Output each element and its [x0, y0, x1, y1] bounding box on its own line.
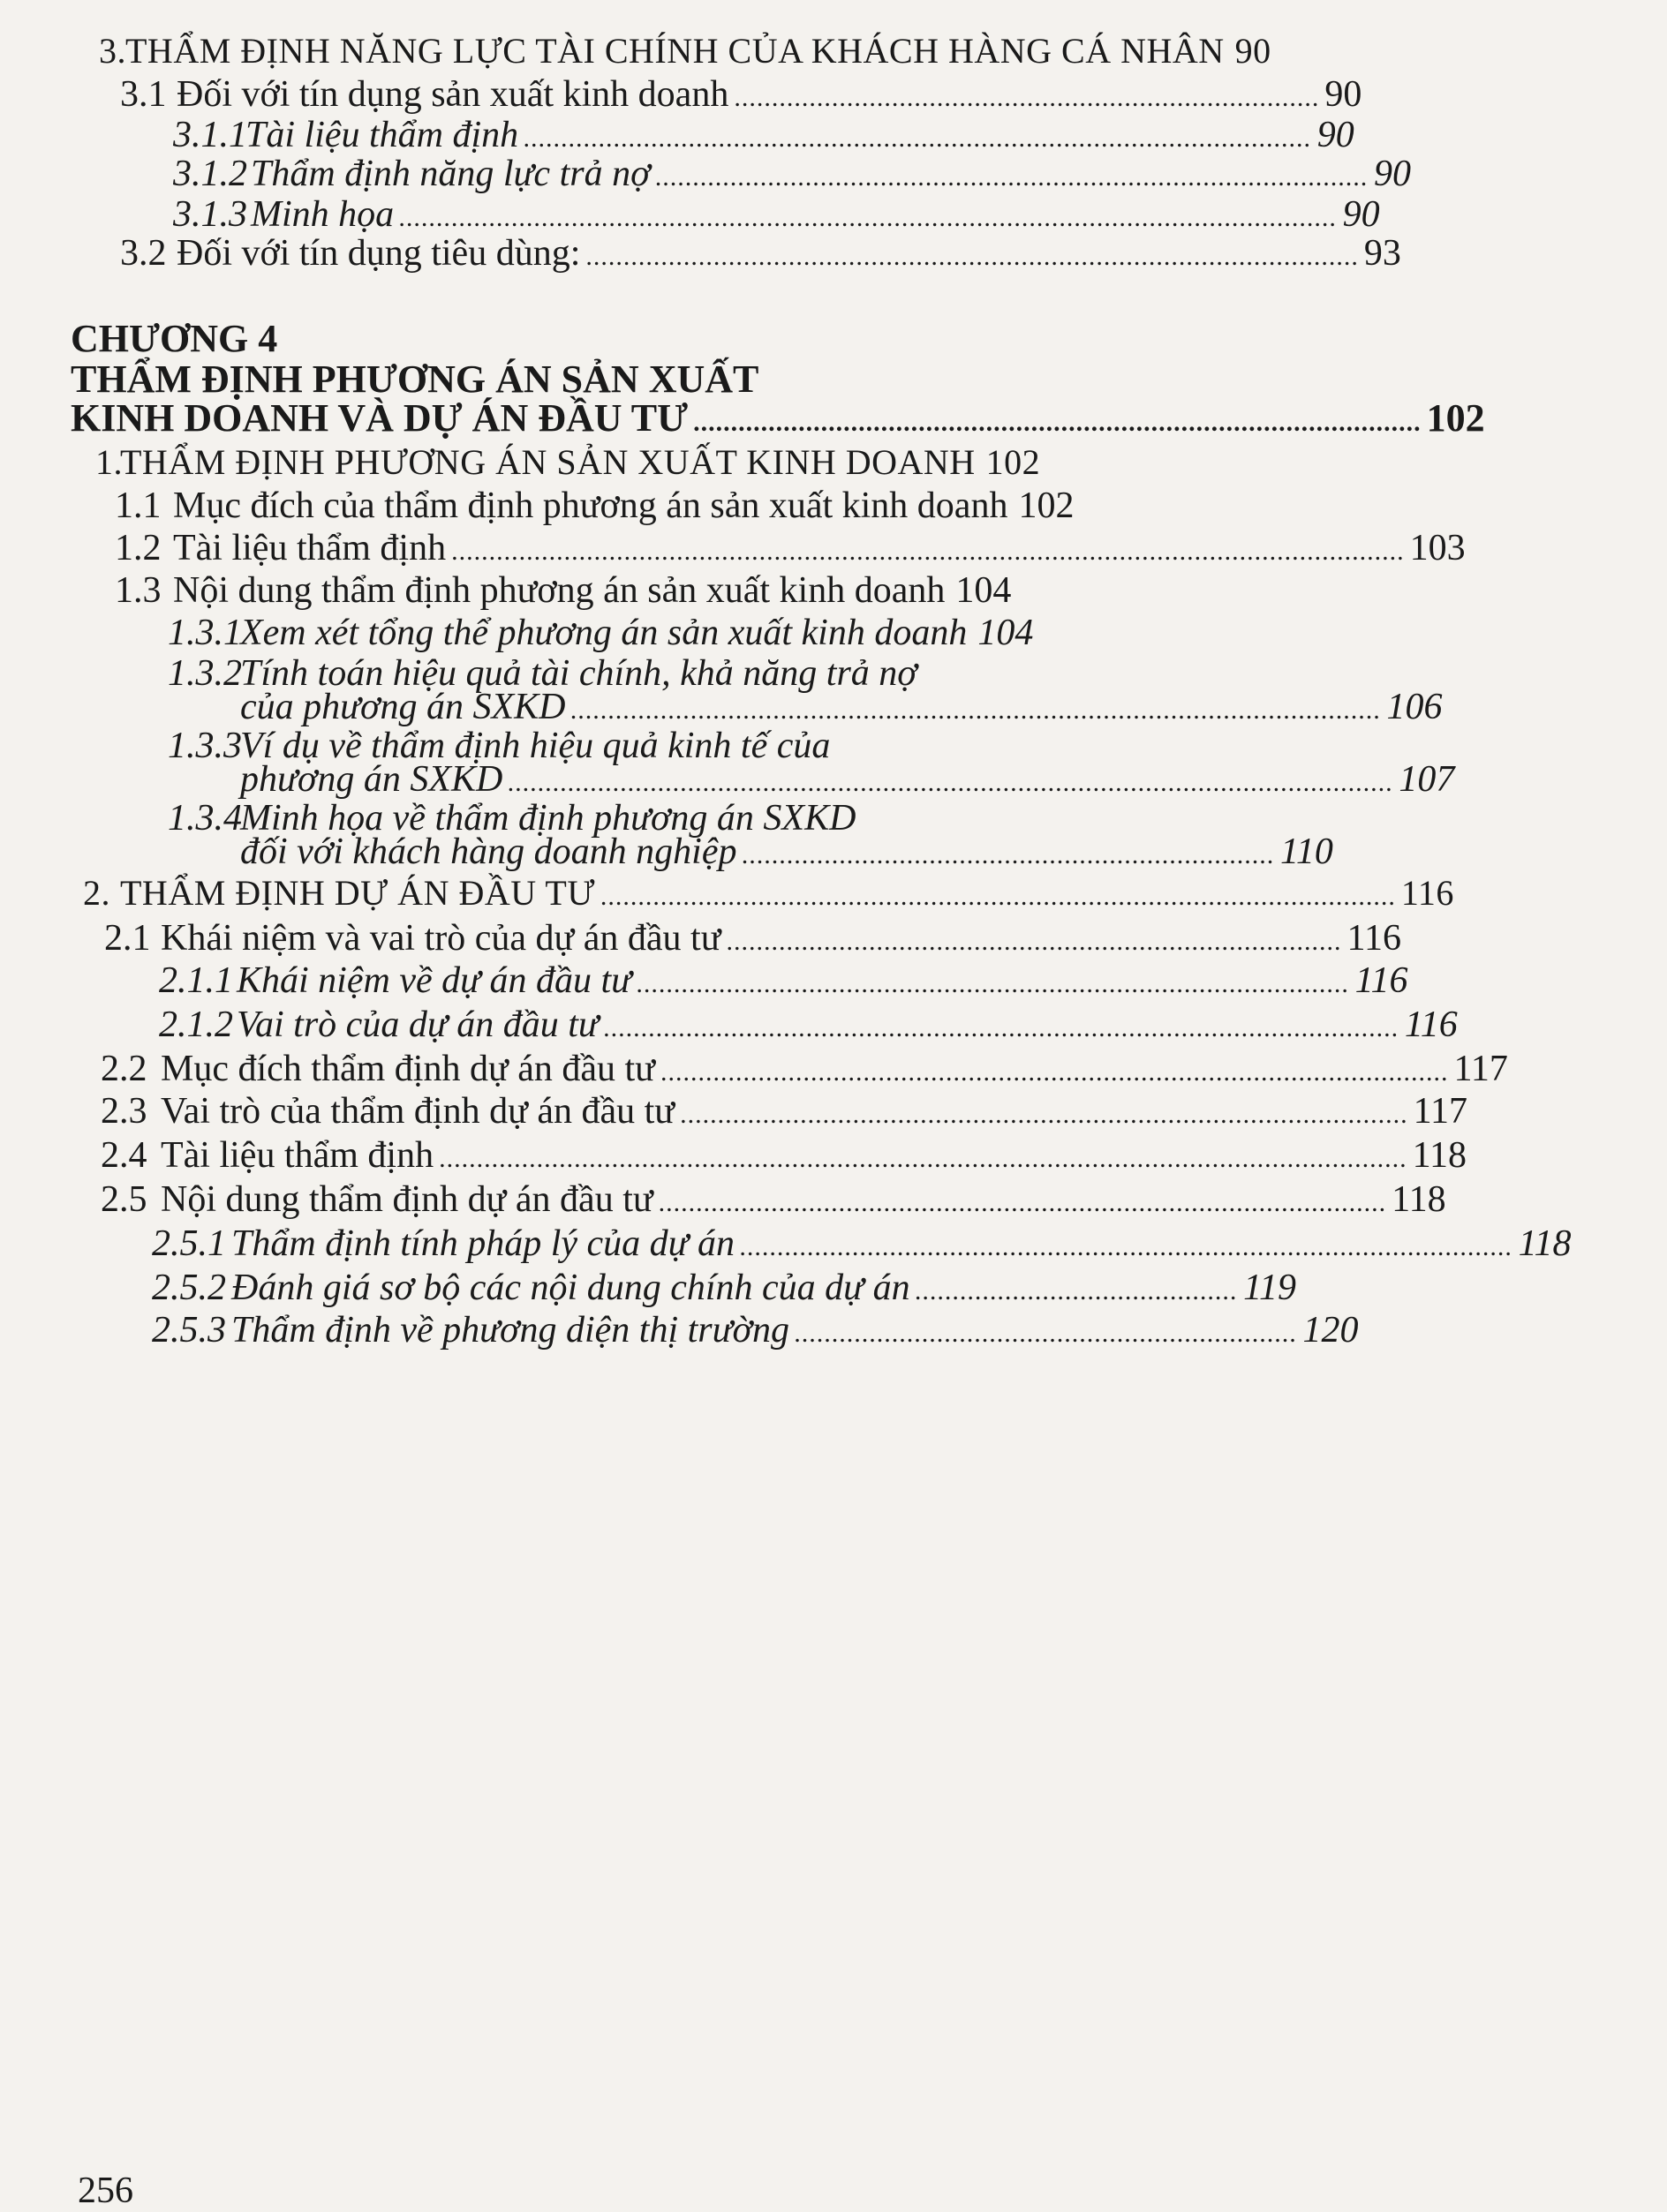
- toc-title: Khái niệm về dự án đầu tư: [237, 960, 632, 1001]
- toc-leader: .............................................................................................................................: [399, 203, 1338, 232]
- toc-number: 2.1.2: [159, 1004, 233, 1045]
- toc-page-number: 90: [1342, 194, 1380, 235]
- toc-title: Vai trò của thẩm định dự án đầu tư: [161, 1091, 675, 1132]
- toc-title: Đối với tín dụng sản xuất kinh doanh: [177, 74, 729, 115]
- toc-page-number: 102: [1018, 485, 1075, 526]
- toc-entry[interactable]: [173, 194, 1380, 235]
- toc-title: Đối với tín dụng tiêu dùng:: [177, 233, 581, 274]
- toc-entry[interactable]: [120, 233, 1401, 274]
- toc-title: Thẩm định năng lực trả nợ: [251, 154, 651, 194]
- toc-leader: ......................................................................................................................: [508, 768, 1394, 797]
- toc-title: Ví dụ về thẩm định hiệu quả kinh tế của: [240, 726, 831, 766]
- toc-title: Minh họa: [251, 194, 395, 235]
- toc-title: Tài liệu thẩm định: [245, 115, 519, 155]
- toc-entry[interactable]: [120, 74, 1362, 115]
- toc-number: 2.3: [101, 1091, 147, 1132]
- toc-entry[interactable]: [115, 485, 1075, 526]
- toc-number: 1.3.3: [168, 726, 242, 766]
- toc-leader: ..............................................................................: [734, 83, 1320, 112]
- toc-title: của phương án SXKD: [240, 687, 566, 727]
- toc-page-number: 106: [1386, 687, 1443, 727]
- toc-title: Khái niệm và vai trò của dự án đầu tư: [161, 918, 721, 959]
- toc-number: 2.5: [101, 1179, 147, 1220]
- toc-page-number: 117: [1413, 1091, 1468, 1132]
- toc-title: THẨM ĐỊNH NĂNG LỰC TÀI CHÍNH CỦA KHÁCH HÀNG CÁ NHÂN: [125, 31, 1225, 71]
- toc-entry[interactable]: [152, 1223, 1572, 1264]
- toc-leader: ..........................................................................................................: [600, 882, 1396, 911]
- toc-entry[interactable]: [104, 918, 1401, 959]
- toc-title: Tài liệu thẩm định: [173, 528, 447, 568]
- toc-leader: .......................................................................: [742, 840, 1275, 869]
- toc-number: 3.1: [120, 74, 167, 115]
- toc-title: Mục đích thẩm định dự án đầu tư: [161, 1049, 655, 1089]
- toc-page-number: 120: [1302, 1310, 1359, 1351]
- toc-number: 3.1.3: [173, 194, 247, 235]
- toc-number: 1.3: [115, 570, 162, 611]
- toc-page-number: 107: [1399, 759, 1455, 800]
- toc-number: 2.5.1: [152, 1223, 226, 1264]
- toc-number: 2.5.2: [152, 1268, 226, 1308]
- toc-leader: ..................................................................................: [726, 927, 1342, 956]
- toc-leader: ...........................................: [915, 1276, 1239, 1305]
- toc-page-number: 90: [1316, 115, 1354, 155]
- toc-number: 1.3.1: [168, 613, 242, 653]
- toc-leader: .........................................................................................................: [660, 1057, 1449, 1087]
- toc-page-number: 118: [1392, 1179, 1446, 1220]
- toc-number: 1.3.2: [168, 653, 242, 694]
- toc-leader: ...............................................................................................: [655, 162, 1369, 192]
- toc-leader: .................................................................................................: [693, 408, 1422, 437]
- toc-number: 2.2: [101, 1049, 147, 1089]
- toc-title: Xem xét tổng thể phương án sản xuất kinh doanh: [240, 613, 968, 653]
- toc-title: Tài liệu thẩm định: [161, 1135, 434, 1176]
- toc-page-number: 118: [1518, 1223, 1572, 1264]
- toc-title: Minh họa về thẩm định phương án SXKD: [240, 798, 856, 839]
- toc-entry[interactable]: [159, 1004, 1458, 1045]
- toc-entry[interactable]: [173, 115, 1354, 155]
- toc-title: đối với khách hàng doanh nghiệp: [240, 831, 737, 872]
- toc-entry[interactable]: [101, 1135, 1467, 1176]
- chapter-title: KINH DOANH VÀ DỰ ÁN ĐẦU TƯ: [71, 396, 689, 440]
- toc-page-number: 93: [1363, 233, 1401, 274]
- toc-entry[interactable]: [115, 528, 1466, 568]
- toc-entry[interactable]: [83, 873, 1454, 913]
- toc-entry[interactable]: [101, 1179, 1446, 1220]
- toc-entry[interactable]: [159, 960, 1408, 1001]
- toc-page-number: 119: [1243, 1268, 1296, 1308]
- toc-leader: ..........................................................................................................: [603, 1013, 1399, 1042]
- toc-number: 2.: [83, 873, 110, 913]
- toc-leader: .................................................................................................: [658, 1188, 1387, 1217]
- toc-leader: ............................................................................................................: [570, 696, 1382, 725]
- toc-page-number: 90: [1374, 154, 1412, 194]
- toc-title: Vai trò của dự án đầu tư: [237, 1004, 599, 1045]
- toc-leader: .......................................................................................................: [740, 1232, 1513, 1261]
- toc-entry[interactable]: [152, 1310, 1359, 1351]
- toc-number: 2.5.3: [152, 1310, 226, 1351]
- toc-title: Mục đích của thẩm định phương án sản xuất kinh doanh: [173, 485, 1008, 526]
- toc-title: Thẩm định tính pháp lý của dự án: [231, 1223, 735, 1264]
- toc-title: Tính toán hiệu quả tài chính, khả năng trả nợ: [240, 653, 917, 694]
- toc-entry[interactable]: [240, 759, 1455, 800]
- toc-leader: .................................................................................................: [680, 1100, 1408, 1129]
- toc-entry[interactable]: [71, 396, 1485, 440]
- toc-page-number: 104: [977, 613, 1034, 653]
- toc-page-number: 102: [1426, 396, 1485, 440]
- toc-entry[interactable]: [240, 831, 1333, 872]
- toc-number: 3.1.1: [173, 115, 247, 155]
- toc-title: THẨM ĐỊNH DỰ ÁN ĐẦU TƯ: [120, 873, 595, 913]
- toc-number: 3.2: [120, 233, 167, 274]
- toc-number: 2.4: [101, 1135, 147, 1176]
- toc-page-number: 103: [1409, 528, 1466, 568]
- toc-number: 1.2: [115, 528, 162, 568]
- chapter-title: THẨM ĐỊNH PHƯƠNG ÁN SẢN XUẤT: [71, 357, 759, 401]
- toc-number: 2.1.1: [159, 960, 233, 1001]
- toc-leader: ...................................................................: [794, 1319, 1298, 1348]
- toc-title: THẨM ĐỊNH PHƯƠNG ÁN SẢN XUẤT KINH DOANH: [120, 442, 976, 482]
- toc-page-number: 116: [1404, 1004, 1458, 1045]
- toc-page-number: 110: [1280, 831, 1333, 872]
- toc-page-number: 104: [955, 570, 1012, 611]
- toc-entry[interactable]: [99, 31, 1271, 71]
- toc-page-number: 116: [1400, 873, 1454, 913]
- toc-leader: .........................................................................................................: [524, 124, 1312, 153]
- toc-title: Nội dung thẩm định phương án sản xuất kinh doanh: [173, 570, 946, 611]
- toc-page-number: 117: [1453, 1049, 1508, 1089]
- toc-page-number: 116: [1354, 960, 1408, 1001]
- chapter-label: CHƯƠNG 4: [71, 317, 278, 360]
- toc-leader: ...............................................................................................................................: [451, 537, 1405, 566]
- toc-entry[interactable]: [168, 613, 1034, 653]
- toc-leader: ...............................................................................................: [637, 969, 1350, 998]
- toc-entry[interactable]: [152, 1268, 1296, 1308]
- toc-entry[interactable]: [95, 442, 1041, 482]
- toc-number: 3.: [99, 31, 126, 71]
- toc-page-number: 90: [1234, 31, 1271, 71]
- toc-title: Thẩm định về phương diện thị trường: [231, 1310, 789, 1351]
- toc-entry[interactable]: [173, 154, 1412, 194]
- toc-number: 1.3.4: [168, 798, 242, 839]
- toc-number: 3.1.2: [173, 154, 247, 194]
- toc-entry[interactable]: [115, 570, 1012, 611]
- toc-title: Đánh giá sơ bộ các nội dung chính của dự án: [231, 1268, 910, 1308]
- footer-page-number: 256: [78, 2171, 133, 2211]
- toc-page-number: 116: [1346, 918, 1401, 959]
- toc-entry[interactable]: [240, 687, 1443, 727]
- toc-number: 1.: [95, 442, 123, 482]
- toc-number: 2.1: [104, 918, 151, 959]
- toc-entry[interactable]: [101, 1091, 1468, 1132]
- toc-leader: .......................................................................................................: [585, 242, 1359, 271]
- toc-entry[interactable]: [101, 1049, 1508, 1089]
- toc-title: Nội dung thẩm định dự án đầu tư: [161, 1179, 653, 1220]
- toc-page-number: 90: [1324, 74, 1362, 115]
- toc-page-number: 102: [985, 442, 1041, 482]
- toc-title: phương án SXKD: [240, 759, 503, 800]
- toc-leader: .................................................................................................................................: [439, 1144, 1407, 1173]
- toc-number: 1.1: [115, 485, 162, 526]
- toc-page-number: 118: [1412, 1135, 1467, 1176]
